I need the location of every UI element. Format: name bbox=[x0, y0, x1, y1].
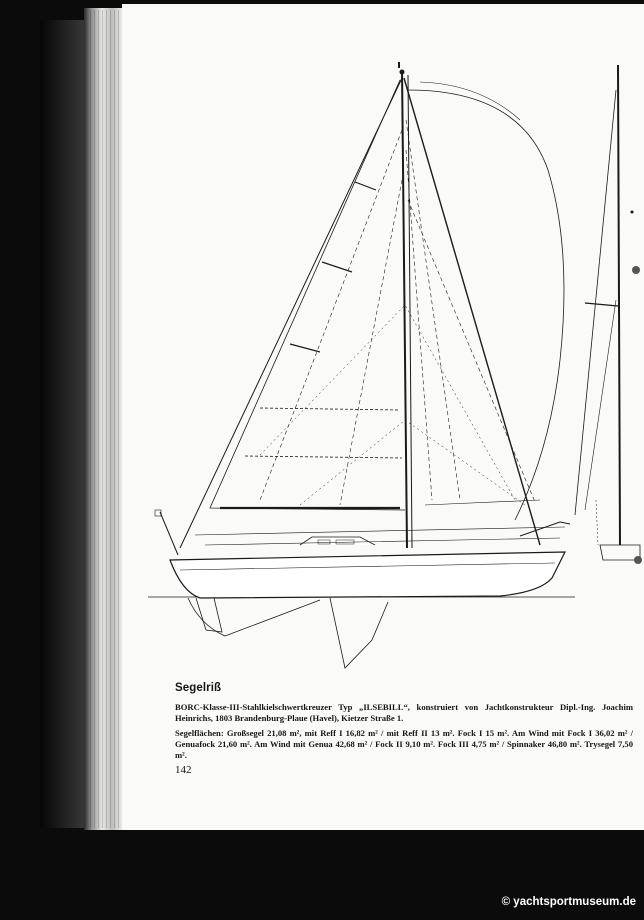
hull bbox=[170, 552, 565, 598]
forestay bbox=[404, 78, 540, 545]
caption-sail-areas: Segelflächen: Großsegel 21,08 m², mit Reff I 16,82 m² / mit Reff II 13 m². Fock I 15 m². Am Wind mit Fock I 36,02 m² / Genuafock 21,60 m². Am Wind mit Genua 42,68 m² / Fock II 9,10 m². Fock III 4,75 m² / Spinnaker 46,80 m². Trysegel 7,50 m². bbox=[175, 728, 633, 760]
mainsail bbox=[210, 80, 405, 510]
backstay bbox=[180, 78, 402, 548]
spinnaker-outline bbox=[408, 90, 564, 520]
keel bbox=[330, 598, 388, 668]
mast bbox=[402, 70, 407, 548]
watermark: © yachtsportmuseum.de bbox=[501, 896, 636, 908]
page-number: 142 bbox=[175, 764, 192, 776]
second-mast bbox=[618, 65, 620, 545]
rudder bbox=[196, 598, 222, 632]
caption-heading: Segelriß bbox=[175, 682, 222, 694]
caption-description: BORC-Klasse-III-Stahlkielschwertkreuzer Typ „ILSEBILL“, konstruiert von Jachtkonstrukteur Dipl.-Ing. Joachim Heinrichs, 1803 Brandenburg-Plaue (Havel), Kietzer Straße 1. bbox=[175, 702, 633, 723]
figure-caption bbox=[175, 682, 633, 765]
